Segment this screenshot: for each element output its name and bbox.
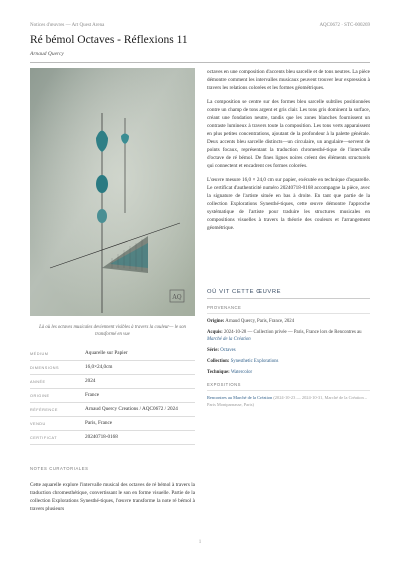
exposition-link[interactable]: Rencontres au Marché de la Création [207,395,273,400]
header-right: AQC0672 · STC-000269 [319,23,370,28]
detail-row [30,375,195,389]
artwork-title: Ré bémol Octaves - Réflexions 11 [30,34,188,46]
detail-row [30,417,195,431]
notes-text: Cette aquarelle explore l'intervalle musical des octaves de ré bémol à travers la traduction chromesthétique, convertissant le son en forme visuelle. Partie de la collection Explorations Synesthé-tiques, l'œuvre transforme la note ré bémol à travers plusieurs [30,482,195,512]
detail-row [30,347,195,361]
body-paragraph: octaves en une composition d'accents bleu sarcelle et de tons neutres. La pièce démontre comment les intervalles musicaux peuvent trouver leur expression à travers les relations colorées et les formes géométriques. [207,69,370,91]
detail-label: VENDU [30,421,46,426]
description-column [207,68,370,238]
expositions-heading: EXPOSITIONS [207,382,370,391]
acquis-link[interactable]: Marché de la Création [207,337,251,342]
provenance-collection: Collection: Synesthetic Explorations [207,359,279,364]
provenance-heading: PROVENANCE [207,305,370,314]
artwork-caption: Là où les octaves musicales deviennent visibles à travers la couleur— le son transformé en vue [39,325,186,337]
detail-value: France [85,392,100,398]
notes-heading: NOTES CURATORIALES [30,466,89,471]
header-left: Notices d'œuvres — Art Quest Arena [30,23,105,28]
serie-link[interactable]: Octaves [220,348,236,353]
body-paragraph: La composition se centre sur des formes bleu sarcelle subtiles positionnées contre un champ de tons argent et gris clair. Les tons gris dominent la surface, créant une fondation neutre, tandis que les zones blanches fournissent un contraste lumineux à travers toute la composition. Les tons verts apparaissent en plus petites concentrations, ajoutant de la profondeur à la palette générale. Deux accents bleu sarcelle distincts—un circulaire, un angulaire—servent de points focaux, représentant la traduction chromesthé-tique de l'intervalle d'octave de ré bémol. De fines lignes noires créent des éléments structurels qui connectent et encadrent ces formes colorées. [207,99,370,169]
detail-label: ANNÉE [30,379,46,384]
where-heading: OÙ VIT CETTE ŒUVRE [207,289,370,299]
detail-value: 16,0×24,0cm [85,364,113,370]
provenance-origine: Origine: Arnaud Quercy, Paris, France, 2024 [207,319,295,324]
detail-label: DIMENSIONS [30,365,60,370]
details-table [30,347,195,445]
detail-value: Aquarelle sur Papier [85,350,128,356]
collection-link[interactable]: Synesthetic Explorations [230,359,279,364]
detail-label: MÉDIUM [30,351,49,356]
detail-value: 2024 [85,378,96,384]
detail-value: 20240718-0168 [85,434,118,440]
technique-link[interactable]: Watercolor [230,370,253,375]
detail-value: Arnaud Quercy Creations / AQC0672 / 2024 [85,406,178,412]
title-divider [30,62,370,63]
detail-row [30,403,195,417]
detail-label: CERTIFICAT [30,435,58,440]
provenance-acquis: Acquis: 2024-10-28 — Collection privée — Paris, France lors de Rencontres au Marché de la Création [207,330,362,342]
artwork-column [30,68,195,338]
provenance-technique: Technique: Watercolor [207,370,253,375]
artwork-image [30,68,195,316]
artist-name: Arnaud Quercy [30,51,64,57]
artist-signature: AQ [172,294,182,301]
body-paragraph: L'œuvre mesure 16,0 × 24,0 cm sur papier, exécutée en technique d'aquarelle. Le certificat d'authenticité numéro 20240718-0168 accompagne la pièce, avec la signature de l'artiste située en bas à droite. En tant que partie de la collection Explorations Synesthé-tiques, cette œuvre démontre l'approche systématique de l'artiste pour traduire les structures musicales en compositions visuelles à travers la théorie des couleurs et l'arrangement géométrique. [207,177,370,231]
detail-row [30,431,195,445]
detail-row [30,361,195,375]
detail-row [30,389,195,403]
detail-label: RÉFÉRENCE [30,407,58,412]
page-number: 1 [198,540,202,545]
provenance-serie: Série: Octaves [207,348,236,353]
where-section [207,289,370,408]
running-header [30,23,370,32]
detail-label: ORIGINE [30,393,50,398]
detail-value: Paris, France [85,420,113,426]
exposition-item [207,395,370,408]
exposition-detail: (2024-10-23 — 2024-10-31, Marché de la Création – Paris Montparnasse, Paris) [207,395,367,407]
